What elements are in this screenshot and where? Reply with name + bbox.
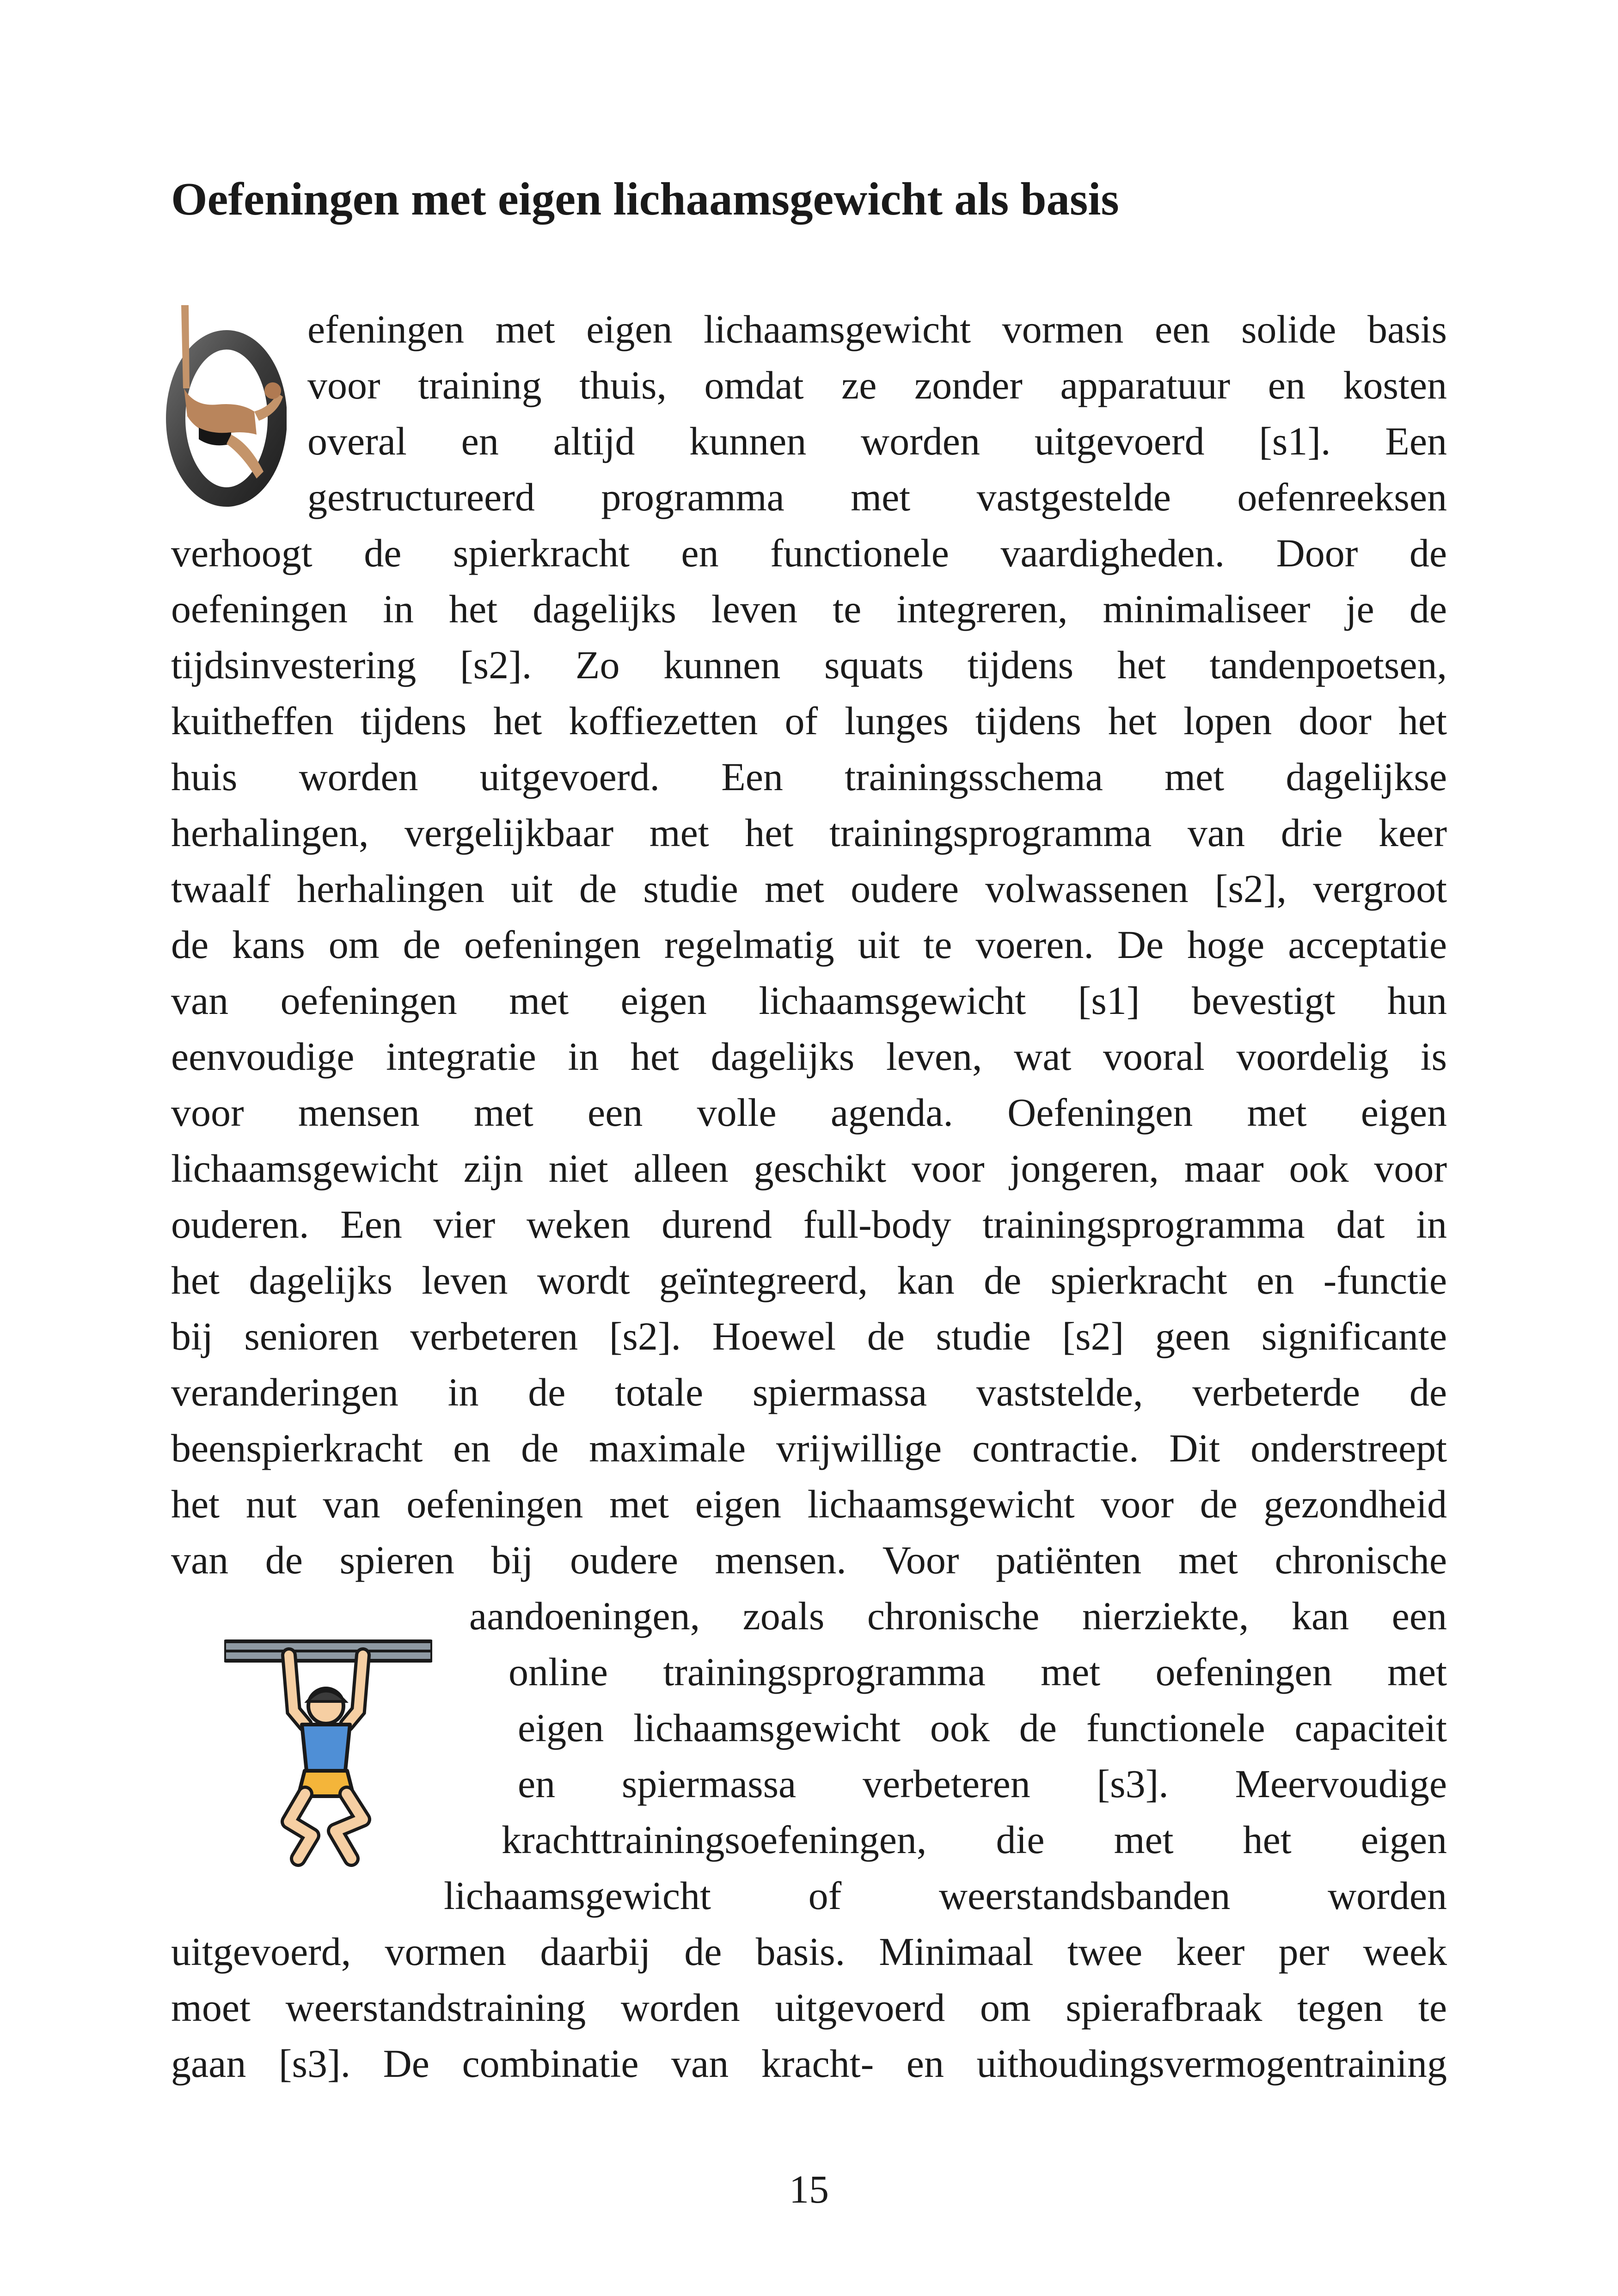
body-text-line: voor training thuis, omdat ze zonder apparatuur en kosten xyxy=(307,363,1447,407)
body-text-line: krachttrainingsoefeningen, die met het eigen xyxy=(502,1817,1447,1862)
body-text-line: beenspierkracht en de maximale vrijwillige contractie. Dit onderstreept xyxy=(171,1426,1447,1470)
body-text-line: eenvoudige integratie in het dagelijks leven, wat vooral voordelig is xyxy=(171,1034,1447,1079)
body-text-line: bij senioren verbeteren [s2]. Hoewel de studie [s2] geen significante xyxy=(171,1314,1447,1358)
body-text-line: oefeningen in het dagelijks leven te integreren, minimaliseer je de xyxy=(171,587,1447,631)
body-text-line: de kans om de oefeningen regelmatig uit te voeren. De hoge acceptatie xyxy=(171,922,1447,967)
body-text-line: eigen lichaamsgewicht ook de functionele capaciteit xyxy=(518,1706,1447,1750)
body-text-line: voor mensen met een volle agenda. Oefeningen met eigen xyxy=(171,1090,1447,1135)
body-text-line: herhalingen, vergelijkbaar met het trainingsprogramma van drie keer xyxy=(171,810,1447,855)
body-text-line: verhoogt de spierkracht en functionele vaardigheden. Door de xyxy=(171,531,1447,575)
page-number: 15 xyxy=(789,2167,829,2211)
dropcap-acrobat-illustration xyxy=(162,296,287,513)
body-text-line: uitgevoerd, vormen daarbij de basis. Minimaal twee keer per week xyxy=(171,1929,1447,1974)
body-text-line: kuitheffen tijdens het koffiezetten of lunges tijdens het lopen door het xyxy=(171,699,1447,743)
body-text-line: moet weerstandstraining worden uitgevoerd om spierafbraak tegen te xyxy=(171,1985,1447,2030)
body-text-line: van oefeningen met eigen lichaamsgewicht [s1] bevestigt hun xyxy=(171,978,1447,1023)
body-text-line: het dagelijks leven wordt geïntegreerd, kan de spierkracht en -functie xyxy=(171,1258,1447,1302)
body-text-line: aandoeningen, zoals chronische nierziekte, kan een xyxy=(469,1594,1447,1638)
body-text-line: lichaamsgewicht of weerstandsbanden worden xyxy=(444,1873,1447,1918)
body-text-line: ouderen. Een vier weken durend full-body trainingsprogramma dat in xyxy=(171,1202,1447,1246)
body-text-line: gaan [s3]. De combinatie van kracht- en uithoudingsvermogentraining xyxy=(171,2041,1447,2086)
body-text-line: twaalf herhalingen uit de studie met oudere volwassenen [s2], vergroot xyxy=(171,866,1447,911)
body-text-line: gestructureerd programma met vastgestelde oefenreeksen xyxy=(307,475,1447,519)
body-text-line: tijdsinvestering [s2]. Zo kunnen squats tijdens het tandenpoetsen, xyxy=(171,643,1447,687)
body-text-line: online trainingsprogramma met oefeningen met xyxy=(509,1650,1447,1694)
section-heading: Oefeningen met eigen lichaamsgewicht als basis xyxy=(171,173,1119,225)
body-text-line: lichaamsgewicht zijn niet alleen geschikt voor jongeren, maar ook voor xyxy=(171,1146,1447,1191)
body-text-line: het nut van oefeningen met eigen lichaamsgewicht voor de gezondheid xyxy=(171,1482,1447,1526)
body-text-line: overal en altijd kunnen worden uitgevoerd [s1]. Een xyxy=(307,419,1447,463)
body-text-line: efeningen met eigen lichaamsgewicht vormen een solide basis xyxy=(307,307,1447,351)
body-text-line: van de spieren bij oudere mensen. Voor patiënten met chronische xyxy=(171,1538,1447,1582)
body-text-line: huis worden uitgevoerd. Een trainingsschema met dagelijkse xyxy=(171,755,1447,799)
pullup-person-icon xyxy=(224,1637,432,1868)
body-text-line: en spiermassa verbeteren [s3]. Meervoudige xyxy=(518,1762,1447,1806)
body-text-line: veranderingen in de totale spiermassa vaststelde, verbeterde de xyxy=(171,1370,1447,1414)
